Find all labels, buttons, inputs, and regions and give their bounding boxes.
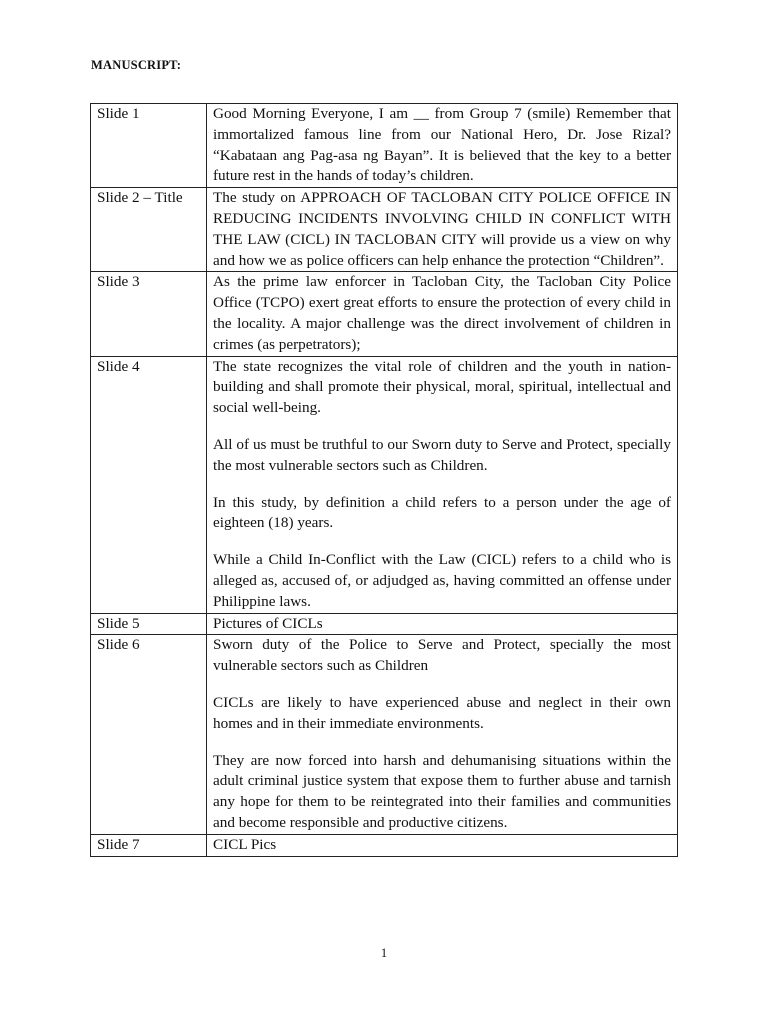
- script-paragraph: CICLs are likely to have experienced abuse and neglect in their own homes and in their immediate environments.: [213, 693, 671, 732]
- slide-label-cell: Slide 7: [91, 834, 207, 856]
- table-row: [91, 272, 678, 356]
- script-paragraph: Sworn duty of the Police to Serve and Protect, specially the most vulnerable sectors such as Children: [213, 636, 671, 675]
- script-paragraph: While a Child In-Conflict with the Law (CICL) refers to a child who is alleged as, accused of, or adjudged as, having committed an offense under Philippine laws.: [213, 551, 671, 610]
- slide-label-cell: Slide 5: [91, 613, 207, 635]
- slide-script-cell: [207, 834, 678, 856]
- slide-script-cell: [207, 272, 678, 356]
- table-row: [91, 104, 678, 188]
- script-paragraph: They are now forced into harsh and dehumanising situations within the adult criminal justice system that expose them to further abuse and tarnish any hope for them to be reintegrated into their families and communities and become responsible and productive citizens.: [213, 751, 671, 831]
- script-paragraph: The study on APPROACH OF TACLOBAN CITY POLICE OFFICE IN REDUCING INCIDENTS INVOLVING CHILD IN CONFLICT WITH THE LAW (CICL) IN TACLOBAN CITY will provide us a view on why and how we as police officers can help enhance the protection “Children”.: [213, 189, 671, 269]
- script-paragraph: The state recognizes the vital role of children and the youth in nation-building and shall promote their physical, moral, spiritual, intellectual and social well-being.: [213, 357, 671, 417]
- slide-script-cell: [207, 613, 678, 635]
- slide-label-cell: Slide 6: [91, 635, 207, 834]
- table-row: [91, 188, 678, 272]
- manuscript-table: [90, 103, 678, 857]
- slide-script-cell: [207, 356, 678, 613]
- slide-label-cell: Slide 3: [91, 272, 207, 356]
- script-paragraph: Good Morning Everyone, I am __ from Group 7 (smile) Remember that immortalized famous line from our National Hero, Dr. Jose Rizal? “Kabataan ang Pag-asa ng Bayan”. It is believed that the key to a better future rest in the hands of today’s children.: [213, 105, 671, 185]
- slide-script-cell: [207, 188, 678, 272]
- script-paragraph: Pictures of CICLs: [213, 614, 323, 632]
- manuscript-table-body: [91, 104, 678, 857]
- manuscript-heading: MANUSCRIPT:: [91, 58, 182, 72]
- slide-label-cell: Slide 4: [91, 356, 207, 613]
- script-paragraph: CICL Pics: [213, 835, 277, 853]
- slide-label-cell: Slide 1: [91, 104, 207, 188]
- script-paragraph: All of us must be truthful to our Sworn duty to Serve and Protect, specially the most vulnerable sectors such as Children.: [213, 435, 671, 474]
- script-paragraph: In this study, by definition a child refers to a person under the age of eighteen (18) years.: [213, 493, 671, 532]
- slide-script-cell: [207, 104, 678, 188]
- slide-script-cell: [207, 635, 678, 834]
- slide-label-cell: Slide 2 – Title: [91, 188, 207, 272]
- table-row: [91, 635, 678, 834]
- table-row: [91, 834, 678, 856]
- script-paragraph: As the prime law enforcer in Tacloban City, the Tacloban City Police Office (TCPO) exert great efforts to ensure the protection of every child in the locality. A major challenge was the direct involvement of children in crimes (as perpetrators);: [213, 273, 671, 353]
- table-row: [91, 356, 678, 613]
- table-row: [91, 613, 678, 635]
- page-number: 1: [380, 946, 388, 960]
